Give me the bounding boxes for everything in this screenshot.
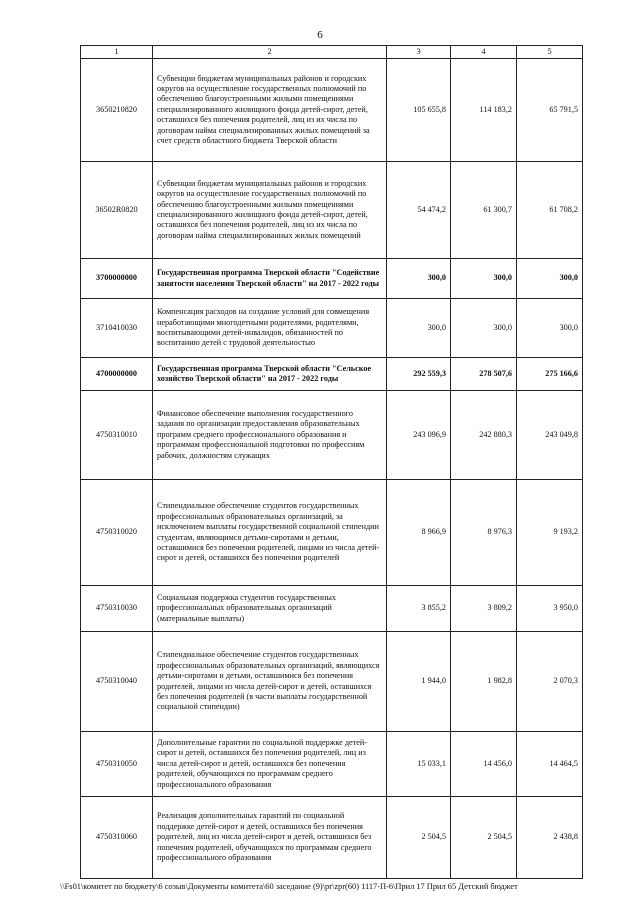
- value-2020-cell: 3 950,0: [517, 586, 583, 632]
- value-2019-cell: 278 507,6: [451, 358, 517, 391]
- value-2018-cell: 105 655,8: [387, 59, 451, 162]
- value-2020-cell: 2 438,8: [517, 797, 583, 879]
- description-cell: Дополнительные гарантии по социальной поддержке детей-сирот и детей, оставшихся без попечения родителей, лиц из числа детей-сирот и детей, оставшихся без попечения родителей, обучающихся по программам среднего профессионального образования: [153, 732, 387, 797]
- value-2020-cell: 300,0: [517, 299, 583, 358]
- value-2019-cell: 14 456,0: [451, 732, 517, 797]
- code-cell: 4750310010: [81, 391, 153, 480]
- table-row: [81, 586, 583, 632]
- code-cell: 4750310050: [81, 732, 153, 797]
- code-cell: 3700000000: [81, 259, 153, 299]
- table-row: [81, 632, 583, 732]
- value-2018-cell: 292 559,3: [387, 358, 451, 391]
- file-path-footer: \\Fs01\комитет по бюджету\6 созыв\Документы комитета\60 заседание (9)\pr\zpr(60) 1117-П-6\Прил 17 Прил 65 Детский бюджет: [60, 882, 518, 891]
- description-cell: Субвенции бюджетам муниципальных районов и городских округов на осуществление государственных полномочий по обеспечению благоустроенными жилыми помещениями специализированного жилищного фонда детей-сирот, детей, оставшихся без попечения родителей, лиц из их числа по договорам найма специализированных жилых помещений за счет средств областного бюджета Тверской области: [153, 59, 387, 162]
- table-row: [81, 391, 583, 480]
- value-2020-cell: 275 166,6: [517, 358, 583, 391]
- value-2018-cell: 1 944,0: [387, 632, 451, 732]
- value-2018-cell: 300,0: [387, 299, 451, 358]
- description-cell: Государственная программа Тверской области "Сельское хозяйство Тверской области" на 2017 - 2022 годы: [153, 358, 387, 391]
- header-col-3: 3: [387, 46, 451, 59]
- code-cell: 36502R0820: [81, 162, 153, 259]
- value-2019-cell: 300,0: [451, 259, 517, 299]
- code-cell: 4750310040: [81, 632, 153, 732]
- table-body: [81, 59, 583, 879]
- value-2020-cell: 61 708,2: [517, 162, 583, 259]
- description-cell: Компенсация расходов на создание условий для совмещения неработающими многодетными родителями, родителями, воспитывающими детей-инвалидов, обязанностей по воспитанию детей с трудовой деятельностью: [153, 299, 387, 358]
- description-cell: Социальная поддержка студентов государственных профессиональных образовательных организаций (материальные выплаты): [153, 586, 387, 632]
- code-cell: 3710410030: [81, 299, 153, 358]
- value-2019-cell: 8 976,3: [451, 480, 517, 586]
- code-cell: 3650210820: [81, 59, 153, 162]
- header-col-2: 2: [153, 46, 387, 59]
- header-col-4: 4: [451, 46, 517, 59]
- description-cell: Стипендиальное обеспечение студентов государственных профессиональных образовательных организаций, являющихся детьми-сиротами и детьми, оставшимися без попечения родителей, лицами из числа детей-сирот и детей, оставшихся без попечения родителей (в части выплаты государственной социальной стипендии): [153, 632, 387, 732]
- code-cell: 4750310060: [81, 797, 153, 879]
- value-2018-cell: 15 033,1: [387, 732, 451, 797]
- value-2019-cell: 114 183,2: [451, 59, 517, 162]
- budget-table: [80, 45, 583, 879]
- table-row: [81, 797, 583, 879]
- value-2019-cell: 1 982,8: [451, 632, 517, 732]
- value-2020-cell: 65 791,5: [517, 59, 583, 162]
- table-row: [81, 480, 583, 586]
- value-2020-cell: 300,0: [517, 259, 583, 299]
- value-2018-cell: 8 966,9: [387, 480, 451, 586]
- table-row: [81, 259, 583, 299]
- description-cell: Финансовое обеспечение выполнения государственного задания по организации предоставления образовательных программ среднего профессионального образования и программам профессиональной подготовки по профессиям рабочих, должностям служащих: [153, 391, 387, 480]
- table-header-row: [81, 46, 583, 59]
- value-2019-cell: 61 300,7: [451, 162, 517, 259]
- description-cell: Стипендиальное обеспечение студентов государственных профессиональных образовательных организаций, за исключением выплаты государственной социальной стипендии студентам, являющимся детьми-сиротами и детьми, оставшимися без попечения родителей, лицами из числа детей-сирот и детей, оставшихся без попечения родителей: [153, 480, 387, 586]
- code-cell: 4700000000: [81, 358, 153, 391]
- code-cell: 4750310020: [81, 480, 153, 586]
- value-2018-cell: 54 474,2: [387, 162, 451, 259]
- value-2018-cell: 3 855,2: [387, 586, 451, 632]
- table-row: [81, 162, 583, 259]
- value-2020-cell: 2 070,3: [517, 632, 583, 732]
- value-2019-cell: 300,0: [451, 299, 517, 358]
- value-2020-cell: 9 193,2: [517, 480, 583, 586]
- value-2018-cell: 2 504,5: [387, 797, 451, 879]
- page-number: 6: [317, 29, 323, 41]
- value-2018-cell: 300,0: [387, 259, 451, 299]
- table-row: [81, 732, 583, 797]
- header-col-5: 5: [517, 46, 583, 59]
- value-2019-cell: 2 504,5: [451, 797, 517, 879]
- value-2019-cell: 242 880,3: [451, 391, 517, 480]
- table-row: [81, 358, 583, 391]
- header-col-1: 1: [81, 46, 153, 59]
- description-cell: Государственная программа Тверской области "Содействие занятости населения Тверской области" на 2017 - 2022 годы: [153, 259, 387, 299]
- value-2018-cell: 243 096,9: [387, 391, 451, 480]
- value-2019-cell: 3 809,2: [451, 586, 517, 632]
- table-row: [81, 299, 583, 358]
- code-cell: 4750310030: [81, 586, 153, 632]
- table-row: [81, 59, 583, 162]
- value-2020-cell: 14 464,5: [517, 732, 583, 797]
- description-cell: Реализация дополнительных гарантий по социальной поддержке детей-сирот и детей, оставшихся без попечения родителей, лиц из числа детей-сирот и детей, оставшихся без попечения родителей, обучающихся по программам среднего профессионального образования: [153, 797, 387, 879]
- value-2020-cell: 243 049,8: [517, 391, 583, 480]
- description-cell: Субвенции бюджетам муниципальных районов и городских округов на осуществление государственных полномочий по обеспечению благоустроенными жилыми помещениями специализированного жилищного фонда детей-сирот, детей, оставшихся без попечения родителей, лиц из их числа по договорам найма специализированных жилых помещений: [153, 162, 387, 259]
